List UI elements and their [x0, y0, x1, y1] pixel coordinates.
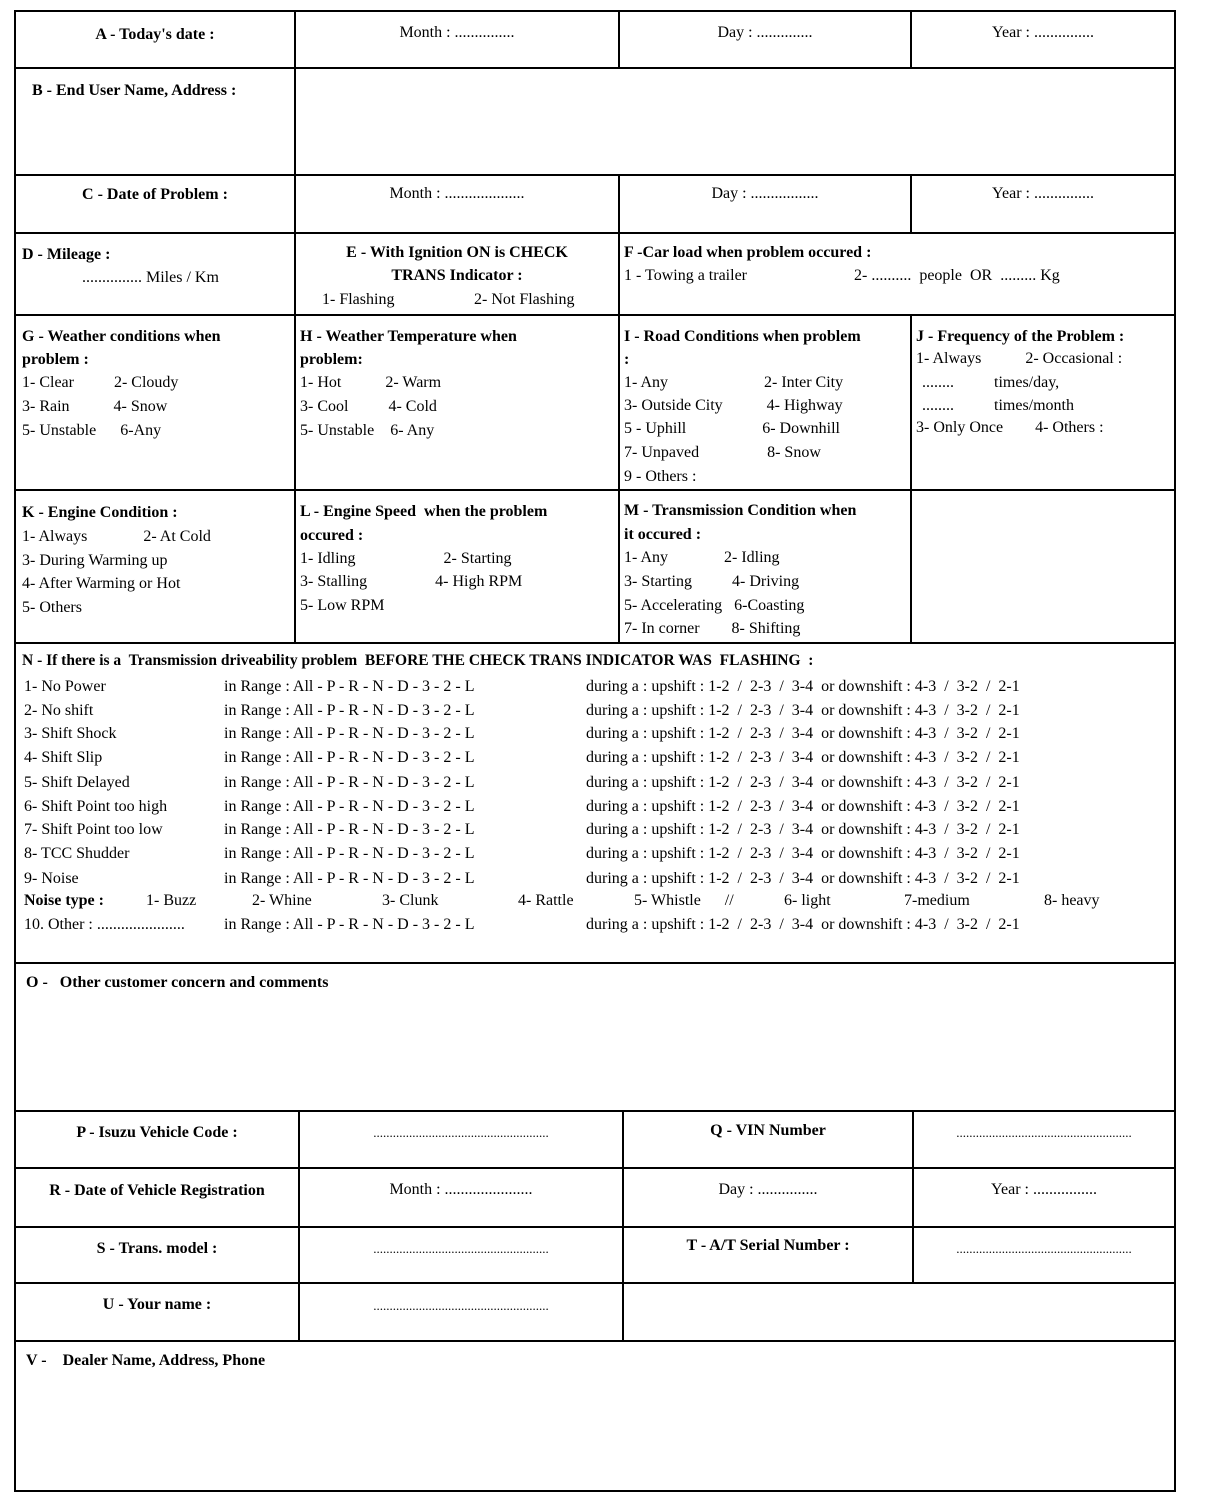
serial-number-label: T - A/T Serial Number :	[686, 1237, 850, 1254]
customer-comments-label: O - Other customer concern and comments	[26, 974, 329, 991]
engine-condition-options-2[interactable]: 3- During Warming up	[22, 552, 168, 569]
problem-month-field[interactable]: Month : ....................	[389, 185, 525, 202]
serial-number-field[interactable]: ......................................................	[956, 1241, 1132, 1256]
range-options[interactable]: in Range : All - P - R - N - D - 3 - 2 - L	[224, 749, 475, 766]
mileage-label: D - Mileage :	[22, 246, 111, 263]
engine-speed-label-cont: occured :	[300, 527, 364, 544]
option-not-flashing[interactable]: 2- Not Flashing	[474, 291, 575, 308]
option-people-weight[interactable]: 2- .......... people OR ......... Kg	[854, 267, 1060, 284]
temperature-label-cont: problem:	[300, 351, 363, 368]
shift-options[interactable]: during a : upshift : 1-2 / 2-3 / 3-4 or downshift : 4-3 / 3-2 / 2-1	[586, 916, 1020, 933]
engine-speed-label: L - Engine Speed when the problem	[300, 503, 548, 520]
noise-option-light[interactable]: 6- light	[784, 892, 831, 909]
transmission-condition-options-1[interactable]: 1- Any 2- Idling	[624, 549, 780, 566]
dealer-info-label: V - Dealer Name, Address, Phone	[26, 1352, 266, 1369]
rule-v14	[622, 1110, 624, 1342]
driveability-problem-title: N - If there is a Transmission driveability problem BEFORE THE CHECK TRANS INDICATOR WAS FLASHING :	[22, 652, 814, 669]
problem-name: 4- Shift Slip	[24, 749, 103, 766]
shift-options[interactable]: during a : upshift : 1-2 / 2-3 / 3-4 or downshift : 4-3 / 3-2 / 2-1	[586, 821, 1020, 838]
check-trans-question: E - With Ignition ON is CHECK	[346, 244, 568, 261]
problem-name: 7- Shift Point too low	[24, 821, 163, 838]
rule-v10	[294, 314, 296, 644]
transmission-condition-label: M - Transmission Condition when	[624, 502, 857, 519]
end-user-field[interactable]	[298, 70, 1170, 172]
problem-name: 6- Shift Point too high	[24, 798, 168, 815]
registration-day-field[interactable]: Day : ...............	[718, 1181, 818, 1198]
vehicle-code-label: P - Isuzu Vehicle Code :	[76, 1124, 238, 1141]
vin-number-field[interactable]: ......................................................	[956, 1125, 1132, 1140]
engine-speed-options-3[interactable]: 5- Low RPM	[300, 597, 385, 614]
range-options[interactable]: in Range : All - P - R - N - D - 3 - 2 - L	[224, 678, 475, 695]
shift-options[interactable]: during a : upshift : 1-2 / 2-3 / 3-4 or downshift : 4-3 / 3-2 / 2-1	[586, 725, 1020, 742]
weather-conditions-label: G - Weather conditions when	[22, 328, 221, 345]
car-load-label: F -Car load when problem occured :	[624, 244, 872, 261]
rule-v4	[294, 68, 296, 176]
dealer-info-field[interactable]	[20, 1376, 1170, 1488]
temperature-options-3[interactable]: 5- Unstable 6- Any	[300, 422, 435, 439]
problem-year-field[interactable]: Year : ...............	[992, 185, 1094, 202]
problem-name: 9- Noise	[24, 870, 79, 887]
weather-conditions-label-cont: problem :	[22, 351, 89, 368]
problem-name[interactable]: 10. Other : ......................	[24, 916, 185, 933]
road-conditions-label: I - Road Conditions when problem	[624, 328, 861, 345]
frequency-options-3[interactable]: ........ times/month	[922, 397, 1074, 414]
weather-options-3[interactable]: 5- Unstable 6-Any	[22, 422, 162, 439]
registration-year-field[interactable]: Year : ................	[991, 1181, 1097, 1198]
range-options[interactable]: in Range : All - P - R - N - D - 3 - 2 - L	[224, 916, 475, 933]
problem-name: 1- No Power	[24, 678, 106, 695]
road-options-2[interactable]: 3- Outside City 4- Highway	[624, 397, 843, 414]
engine-condition-options-1[interactable]: 1- Always 2- At Cold	[22, 528, 211, 545]
noise-option-rattle[interactable]: 4- Rattle	[518, 892, 574, 909]
rule-v9	[618, 232, 620, 316]
engine-speed-options-2[interactable]: 3- Stalling 4- High RPM	[300, 573, 523, 590]
range-options[interactable]: in Range : All - P - R - N - D - 3 - 2 - L	[224, 821, 475, 838]
noise-type-label: Noise type :	[24, 892, 104, 909]
range-options[interactable]: in Range : All - P - R - N - D - 3 - 2 - L	[224, 870, 475, 887]
range-options[interactable]: in Range : All - P - R - N - D - 3 - 2 - L	[224, 798, 475, 815]
noise-option-buzz[interactable]: 1- Buzz	[146, 892, 197, 909]
transmission-condition-options-2[interactable]: 3- Starting 4- Driving	[624, 573, 800, 590]
vehicle-code-field[interactable]: ......................................................	[373, 1125, 549, 1140]
road-options-5[interactable]: 9 - Others :	[624, 468, 697, 485]
noise-option-medium[interactable]: 7-medium	[904, 892, 970, 909]
range-options[interactable]: in Range : All - P - R - N - D - 3 - 2 - L	[224, 774, 475, 791]
temperature-options-1[interactable]: 1- Hot 2- Warm	[300, 374, 442, 391]
range-options[interactable]: in Range : All - P - R - N - D - 3 - 2 - L	[224, 845, 475, 862]
registration-month-field[interactable]: Month : ......................	[389, 1181, 533, 1198]
frequency-options-1[interactable]: 1- Always 2- Occasional :	[916, 350, 1123, 367]
noise-option-clunk[interactable]: 3- Clunk	[382, 892, 439, 909]
problem-name: 8- TCC Shudder	[24, 845, 130, 862]
transmission-condition-label-cont: it occured :	[624, 526, 702, 543]
rule-r	[16, 1226, 1174, 1228]
frequency-options-2[interactable]: ........ times/day,	[922, 374, 1060, 391]
road-options-3[interactable]: 5 - Uphill 6- Downhill	[624, 420, 840, 437]
rule-c	[16, 232, 1174, 234]
weather-options-1[interactable]: 1- Clear 2- Cloudy	[22, 374, 179, 391]
noise-option-whistle[interactable]: 5- Whistle //	[634, 892, 734, 909]
isuzu-transmission-diagnosis-form	[14, 10, 1176, 1492]
rule-b	[16, 174, 1174, 176]
option-towing-trailer[interactable]: 1 - Towing a trailer	[624, 267, 747, 284]
rule-p	[16, 1167, 1174, 1169]
your-name-field[interactable]: ......................................................	[373, 1298, 549, 1313]
range-options[interactable]: in Range : All - P - R - N - D - 3 - 2 - L	[224, 725, 475, 742]
shift-options[interactable]: during a : upshift : 1-2 / 2-3 / 3-4 or downshift : 4-3 / 3-2 / 2-1	[586, 870, 1020, 887]
rule-d	[16, 314, 1174, 316]
today-month-field[interactable]: Month : ...............	[399, 24, 515, 41]
today-year-field[interactable]: Year : ...............	[992, 24, 1094, 41]
shift-options[interactable]: during a : upshift : 1-2 / 2-3 / 3-4 or downshift : 4-3 / 3-2 / 2-1	[586, 678, 1020, 695]
rule-u	[16, 1340, 1174, 1342]
your-name-label: U - Your name :	[102, 1296, 212, 1313]
noise-option-heavy[interactable]: 8- heavy	[1044, 892, 1100, 909]
shift-options[interactable]: during a : upshift : 1-2 / 2-3 / 3-4 or downshift : 4-3 / 3-2 / 2-1	[586, 774, 1020, 791]
problem-name: 3- Shift Shock	[24, 725, 117, 742]
end-user-label: B - End User Name, Address :	[32, 82, 237, 99]
engine-condition-options-4[interactable]: 5- Others	[22, 599, 82, 616]
noise-option-whine[interactable]: 2- Whine	[252, 892, 312, 909]
shift-options[interactable]: during a : upshift : 1-2 / 2-3 / 3-4 or downshift : 4-3 / 3-2 / 2-1	[586, 702, 1020, 719]
temperature-label: H - Weather Temperature when	[300, 328, 517, 345]
engine-condition-label: K - Engine Condition :	[22, 504, 178, 521]
shift-options[interactable]: during a : upshift : 1-2 / 2-3 / 3-4 or downshift : 4-3 / 3-2 / 2-1	[586, 749, 1020, 766]
problem-day-field[interactable]: Day : .................	[711, 185, 819, 202]
frequency-label: J - Frequency of the Problem :	[916, 328, 1125, 345]
transmission-condition-options-4[interactable]: 7- In corner 8- Shifting	[624, 620, 801, 637]
check-trans-question-cont: TRANS Indicator :	[391, 267, 523, 284]
trans-model-field[interactable]: ......................................................	[373, 1241, 549, 1256]
road-options-4[interactable]: 7- Unpaved 8- Snow	[624, 444, 821, 461]
road-options-1[interactable]: 1- Any 2- Inter City	[624, 374, 844, 391]
engine-condition-options-3[interactable]: 4- After Warming or Hot	[22, 575, 181, 592]
road-conditions-label-cont: :	[624, 351, 630, 368]
weather-options-2[interactable]: 3- Rain 4- Snow	[22, 398, 168, 415]
rule-a	[16, 67, 1174, 69]
rule-o	[16, 1110, 1174, 1112]
frequency-options-4[interactable]: 3- Only Once 4- Others :	[916, 419, 1104, 436]
shift-options[interactable]: during a : upshift : 1-2 / 2-3 / 3-4 or downshift : 4-3 / 3-2 / 2-1	[586, 798, 1020, 815]
mileage-field[interactable]: ............... Miles / Km	[82, 269, 219, 286]
engine-speed-options-1[interactable]: 1- Idling 2- Starting	[300, 550, 512, 567]
rule-n	[16, 962, 1174, 964]
customer-comments-field[interactable]	[20, 1000, 1170, 1108]
problem-name: 5- Shift Delayed	[24, 774, 130, 791]
today-day-field[interactable]: Day : ..............	[717, 24, 813, 41]
rule-g	[16, 489, 1174, 491]
range-options[interactable]: in Range : All - P - R - N - D - 3 - 2 - L	[224, 702, 475, 719]
vin-number-label: Q - VIN Number	[710, 1122, 826, 1139]
option-flashing[interactable]: 1- Flashing	[322, 291, 395, 308]
trans-model-label: S - Trans. model :	[96, 1240, 218, 1257]
rule-s	[16, 1282, 1174, 1284]
problem-name: 2- No shift	[24, 702, 94, 719]
today-date-label: A - Today's date :	[95, 26, 215, 43]
rule-k	[16, 642, 1174, 644]
shift-options[interactable]: during a : upshift : 1-2 / 2-3 / 3-4 or downshift : 4-3 / 3-2 / 2-1	[586, 845, 1020, 862]
rule-v12	[910, 314, 912, 644]
temperature-options-2[interactable]: 3- Cool 4- Cold	[300, 398, 437, 415]
registration-date-label: R - Date of Vehicle Registration	[49, 1182, 265, 1199]
problem-date-label: C - Date of Problem :	[82, 186, 228, 203]
rule-v11	[618, 314, 620, 644]
transmission-condition-options-3[interactable]: 5- Accelerating 6-Coasting	[624, 597, 805, 614]
